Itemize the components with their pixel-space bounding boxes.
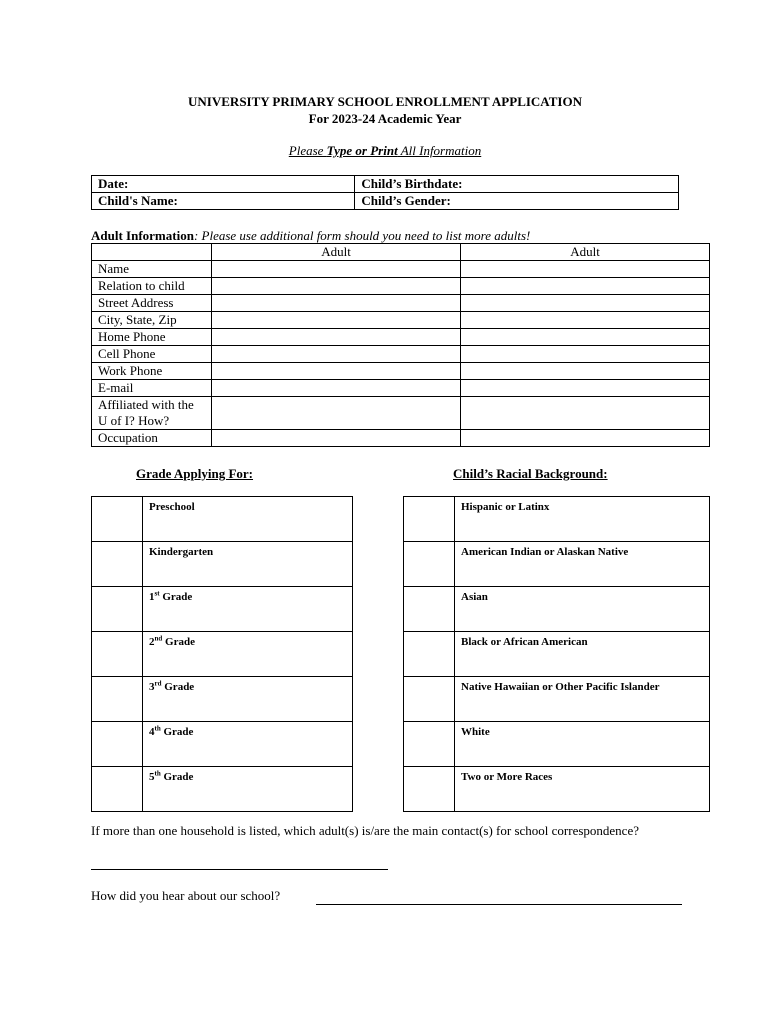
form-subtitle: For 2023-24 Academic Year (308, 111, 462, 126)
grade-option-label: Preschool (143, 497, 353, 542)
adult2-occupation-cell[interactable] (461, 430, 710, 447)
grade-checkbox[interactable] (92, 722, 143, 767)
adult-info-heading: Adult Information: Please use additional form should you need to list more adults! (91, 228, 531, 243)
child-gender-field[interactable]: Child’s Gender: (355, 193, 679, 210)
race-checkbox[interactable] (404, 542, 455, 587)
adult2-work-phone-cell[interactable] (461, 363, 710, 380)
grade-options-table (91, 496, 353, 812)
race-checkbox[interactable] (404, 632, 455, 677)
adult1-street-cell[interactable] (212, 295, 461, 312)
child-name-field[interactable]: Child's Name: (92, 193, 355, 210)
adult-row-label: Affiliated with the U of I? How? (92, 397, 212, 430)
adult1-home-phone-cell[interactable] (212, 329, 461, 346)
grade-checkbox[interactable] (92, 632, 143, 677)
adult-row-label: City, State, Zip (92, 312, 212, 329)
adult1-affiliation-cell[interactable] (212, 397, 461, 430)
adult1-name-cell[interactable] (212, 261, 461, 278)
grade-checkbox[interactable] (92, 677, 143, 722)
adult2-name-cell[interactable] (461, 261, 710, 278)
adult2-cell-phone-cell[interactable] (461, 346, 710, 363)
adult1-occupation-cell[interactable] (212, 430, 461, 447)
race-option-label: Two or More Races (455, 767, 710, 812)
grade-option-label: 2nd Grade (143, 632, 353, 677)
child-info-table (91, 175, 679, 210)
adult2-affiliation-cell[interactable] (461, 397, 710, 430)
adult-row-label: Occupation (92, 430, 212, 447)
grade-checkbox[interactable] (92, 542, 143, 587)
adult2-relation-cell[interactable] (461, 278, 710, 295)
grade-checkbox[interactable] (92, 767, 143, 812)
race-checkbox[interactable] (404, 677, 455, 722)
race-option-label: Black or African American (455, 632, 710, 677)
grade-option-label: 5th Grade (143, 767, 353, 812)
race-checkbox[interactable] (404, 587, 455, 632)
adult-row-label: Work Phone (92, 363, 212, 380)
grade-checkbox[interactable] (92, 497, 143, 542)
adult1-relation-cell[interactable] (212, 278, 461, 295)
adult2-city-cell[interactable] (461, 312, 710, 329)
grade-section-heading: Grade Applying For: (136, 466, 254, 481)
form-title: UNIVERSITY PRIMARY SCHOOL ENROLLMENT APPLICATION (188, 94, 582, 109)
race-option-label: American Indian or Alaskan Native (455, 542, 710, 587)
adult-row-label: Street Address (92, 295, 212, 312)
form-instruction: Please Type or Print All Information (288, 143, 482, 158)
race-section-heading: Child’s Racial Background: (453, 466, 608, 481)
race-option-label: White (455, 722, 710, 767)
adult1-cell-phone-cell[interactable] (212, 346, 461, 363)
adult-row-label: Cell Phone (92, 346, 212, 363)
race-checkbox[interactable] (404, 767, 455, 812)
adult2-home-phone-cell[interactable] (461, 329, 710, 346)
grade-option-label: 4th Grade (143, 722, 353, 767)
main-contact-question: If more than one household is listed, which adult(s) is/are the main contact(s) for school correspondence? (91, 823, 639, 838)
adult1-work-phone-cell[interactable] (212, 363, 461, 380)
grade-option-label: Kindergarten (143, 542, 353, 587)
adult-column-header: Adult (461, 244, 710, 261)
main-contact-answer-line[interactable] (91, 869, 388, 870)
date-field[interactable]: Date: (92, 176, 355, 193)
adult1-city-cell[interactable] (212, 312, 461, 329)
grade-option-label: 1st Grade (143, 587, 353, 632)
race-checkbox[interactable] (404, 497, 455, 542)
adult1-email-cell[interactable] (212, 380, 461, 397)
adult2-street-cell[interactable] (461, 295, 710, 312)
grade-checkbox[interactable] (92, 587, 143, 632)
race-option-label: Asian (455, 587, 710, 632)
child-birthdate-field[interactable]: Child’s Birthdate: (355, 176, 679, 193)
race-checkbox[interactable] (404, 722, 455, 767)
heard-about-answer-line[interactable] (316, 904, 682, 905)
adult-column-header: Adult (212, 244, 461, 261)
heard-about-question: How did you hear about our school? (91, 888, 281, 903)
race-options-table (403, 496, 710, 812)
adult-info-table (91, 243, 710, 447)
adult-table-corner (92, 244, 212, 261)
grade-option-label: 3rd Grade (143, 677, 353, 722)
adult-row-label: E-mail (92, 380, 212, 397)
adult-row-label: Relation to child (92, 278, 212, 295)
race-option-label: Hispanic or Latinx (455, 497, 710, 542)
adult-row-label: Name (92, 261, 212, 278)
race-option-label: Native Hawaiian or Other Pacific Islander (455, 677, 710, 722)
adult-row-label: Home Phone (92, 329, 212, 346)
adult2-email-cell[interactable] (461, 380, 710, 397)
